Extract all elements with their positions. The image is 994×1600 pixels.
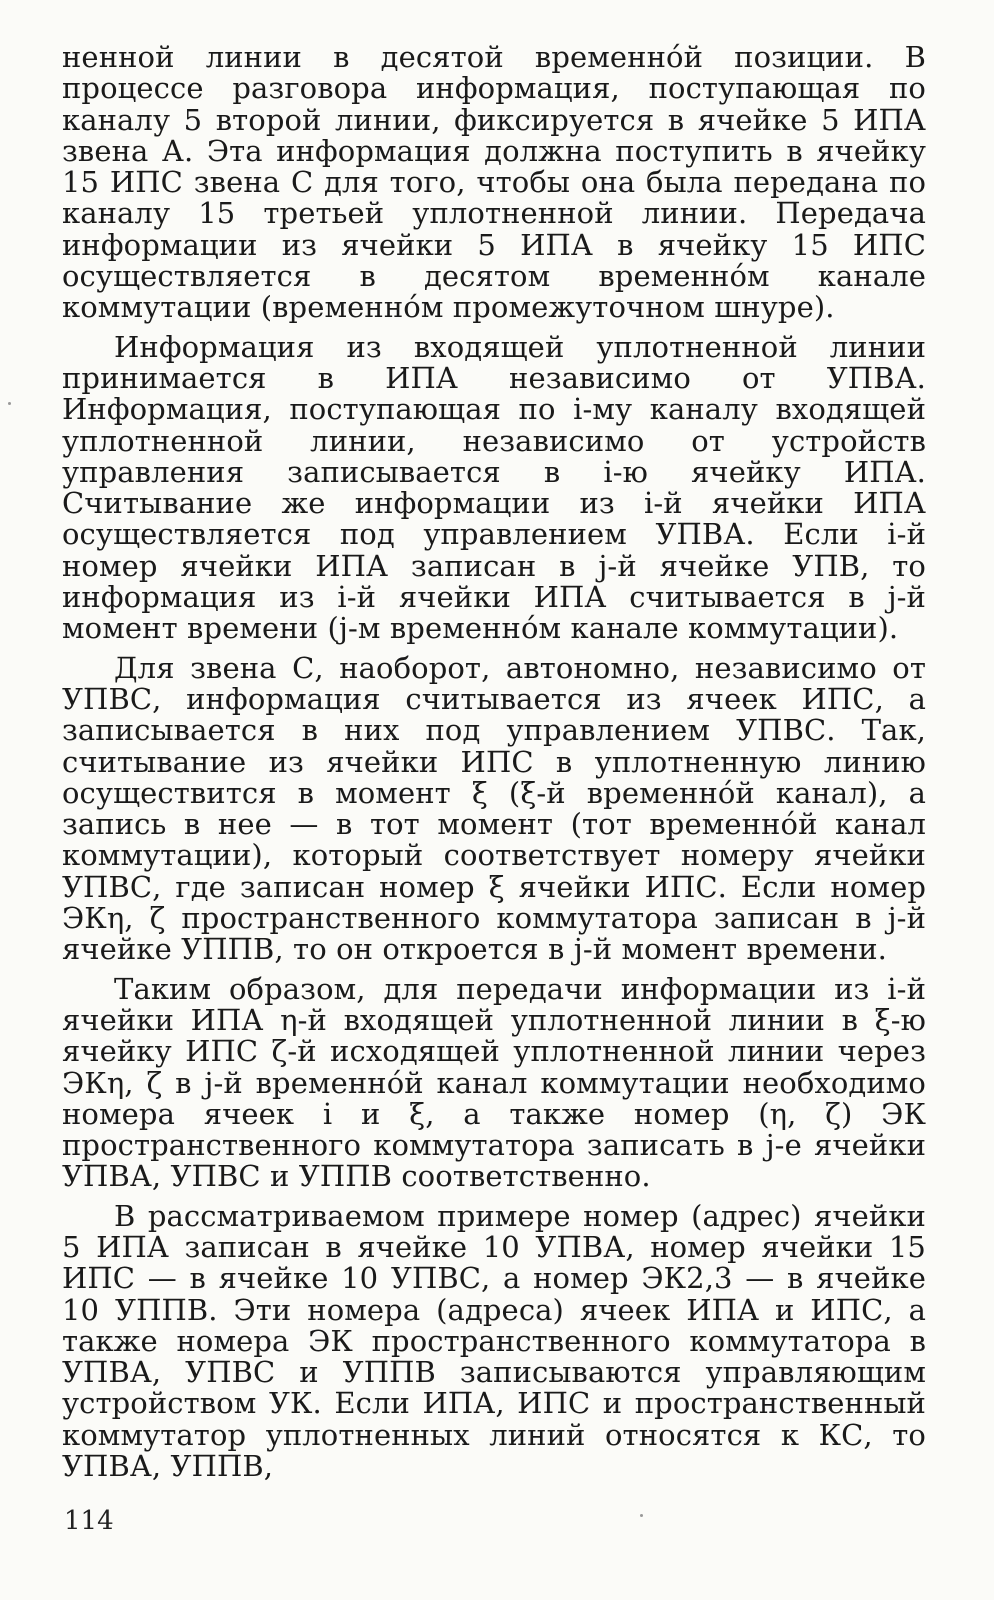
paragraph-5: В рассматриваемом примере номер (адрес) ячейки 5 ИПА записан в ячейке 10 УПВА, номер ячейки 15 ИПС — в ячейке 10 УПВС, а номер ЭК2,3 — в ячейке 10 УППВ. Эти номера (адреса) ячеек ИПА и ИПС, а также номера ЭК пространственного коммутатора в УПВА, УПВС и УППВ записываются управляющим устройством УК. Если ИПА, ИПС и пространственный коммутатор уплотненных линий относятся к КС, то УПВА, УППВ, [62, 1198, 926, 1484]
paragraph-2: Информация из входящей уплотненной линии принимается в ИПА независимо от УПВА. Информация, поступающая по i-му каналу входящей уплотненной линии, независимо от устройств управления записывается в i-ю ячейку ИПА. Считывание же информации из i-й ячейки ИПА осуществляется под управлением УПВА. Если i-й номер ячейки ИПА записан в j-й ячейке УПВ, то информация из i-й ячейки ИПА считывается в j-й момент времени (j-м временнóм канале коммутации). [62, 329, 926, 646]
page-body [62, 42, 926, 1490]
paragraph-3: Для звена С, наоборот, автономно, независимо от УПВС, информация считывается из ячеек ИПС, а записывается в них под управлением УПВС. Так, считывание из ячейки ИПС в уплотненную линию осуществится в момент ξ (ξ-й временнóй канал), а запись в нее — в тот момент (тот временнóй канал коммутации), который соответствует номеру ячейки УПВС, где записан номер ξ ячейки ИПС. Если номер ЭКη, ζ пространственного коммутатора записан в j-й ячейке УППВ, то он откроется в j-й момент времени. [62, 650, 926, 967]
paragraph-1: ненной линии в десятой временнóй позиции. В процессе разговора информация, поступающая по каналу 5 второй линии, фиксируется в ячейке 5 ИПА звена А. Эта информация должна поступить в ячейку 15 ИПС звена С для того, чтобы она была передана по каналу 15 третьей уплотненной линии. Передача информации из ячейки 5 ИПА в ячейку 15 ИПС осуществляется в десятом временнóм канале коммутации (временнóм промежуточном шнуре). [62, 40, 926, 325]
paragraph-4: Таким образом, для передачи информации из i-й ячейки ИПА η-й входящей уплотненной линии в ξ-ю ячейку ИПС ζ-й исходящей уплотненной линии через ЭКη, ζ в j-й временнóй канал коммутации необходимо номера ячеек i и ξ, а также номер (η, ζ) ЭК пространственного коммутатора записать в j-е ячейки УПВА, УПВС и УППВ соответственно. [62, 971, 926, 1194]
scan-speck [640, 1514, 643, 1517]
page-number: 114 [64, 1506, 114, 1536]
scan-speck [8, 402, 11, 405]
